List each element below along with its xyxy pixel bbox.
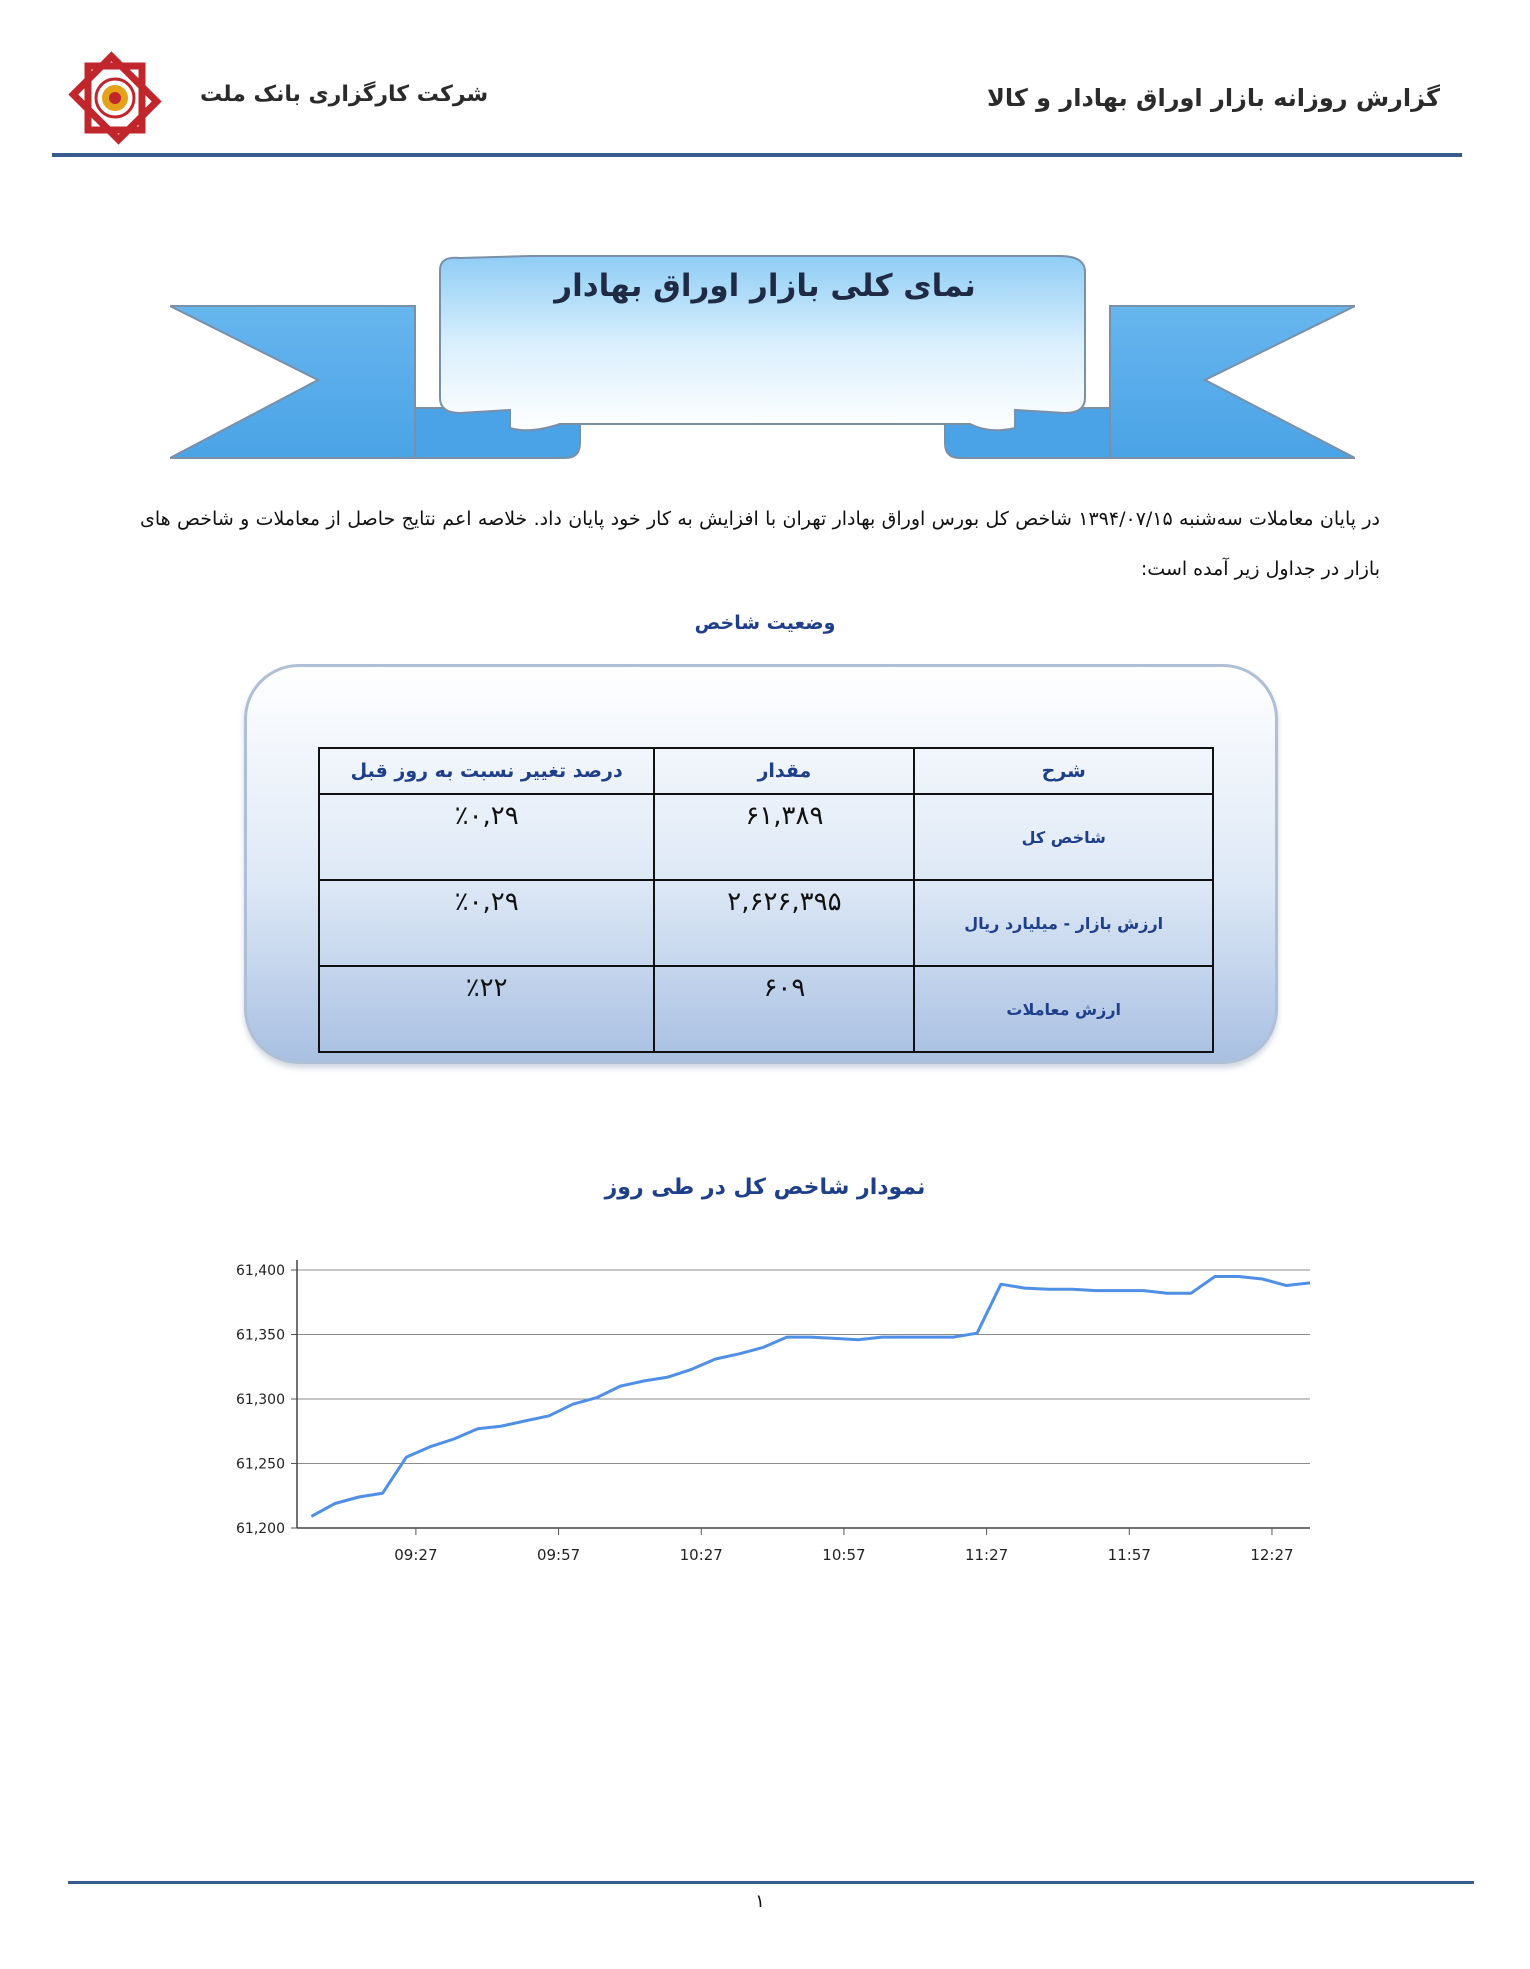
- table-row: [319, 794, 1213, 880]
- table-row: [319, 880, 1213, 966]
- chart-x-tick-labels: [394, 1546, 1293, 1564]
- row-change: ٪۰,۲۹: [319, 880, 654, 966]
- chart-gridlines: [297, 1270, 1310, 1528]
- x-tick-label: 12:27: [1250, 1546, 1294, 1564]
- row-amount: ۲,۶۲۶,۳۹۵: [654, 880, 914, 966]
- chart-heading: نمودار شاخص کل در طی روز: [604, 1175, 926, 1200]
- y-tick-label: 61,300: [236, 1392, 285, 1408]
- report-title: گزارش روزانه بازار اوراق بهادار و کالا: [986, 84, 1440, 112]
- header-divider: [52, 153, 1462, 157]
- x-tick-label: 10:27: [679, 1546, 723, 1564]
- x-tick-label: 11:27: [964, 1546, 1009, 1564]
- row-change: ٪۰,۲۹: [319, 794, 654, 880]
- y-tick-label: 61,200: [236, 1521, 285, 1537]
- chart-axes: [291, 1260, 1310, 1535]
- table-row: [319, 966, 1213, 1052]
- row-description: ارزش معاملات: [914, 966, 1213, 1052]
- row-description: شاخص کل: [914, 794, 1213, 880]
- intraday-index-chart: [200, 1250, 1320, 1580]
- footer-divider: [68, 1881, 1474, 1884]
- y-tick-label: 61,350: [236, 1327, 285, 1344]
- x-tick-label: 09:27: [394, 1546, 438, 1564]
- index-status-heading: وضعیت شاخص: [694, 612, 836, 634]
- y-tick-label: 61,250: [236, 1456, 285, 1473]
- x-tick-label: 11:57: [1107, 1546, 1151, 1564]
- y-tick-label: 61,400: [236, 1263, 285, 1279]
- index-series-line: [311, 1277, 1310, 1517]
- company-name: شرکت کارگزاری بانک ملت: [200, 82, 489, 107]
- row-amount: ۶۱,۳۸۹: [654, 794, 914, 880]
- intro-paragraph: در پایان معاملات سه‌شنبه ۱۳۹۴/۰۷/۱۵ شاخص کل بورس اوراق بهادار تهران با افزایش به کار خود پایان داد. خلاصه اعم نتایج حاصل از معاملات و شاخص های بازار در جداول زیر آمده است:: [140, 508, 1380, 580]
- column-header-description: شرح: [914, 748, 1213, 794]
- bank-mellat-logo: [60, 48, 170, 148]
- row-change: ٪۲۲: [319, 966, 654, 1052]
- chart-y-tick-labels: [236, 1263, 285, 1537]
- row-description: ارزش بازار - میلیارد ریال: [914, 880, 1213, 966]
- column-header-amount: مقدار: [654, 748, 914, 794]
- x-tick-label: 10:57: [822, 1546, 866, 1564]
- table-header-row: [319, 748, 1213, 794]
- chart-series: [311, 1277, 1310, 1517]
- x-tick-label: 09:57: [536, 1546, 581, 1564]
- logo-emblem-icon: [73, 56, 156, 139]
- row-amount: ۶۰۹: [654, 966, 914, 1052]
- column-header-change: درصد تغییر نسبت به روز قبل: [319, 748, 654, 794]
- page-number: ۱: [755, 1891, 765, 1912]
- index-status-table: [318, 747, 1214, 1053]
- banner-title: نمای کلی بازار اوراق بهادار: [554, 268, 976, 304]
